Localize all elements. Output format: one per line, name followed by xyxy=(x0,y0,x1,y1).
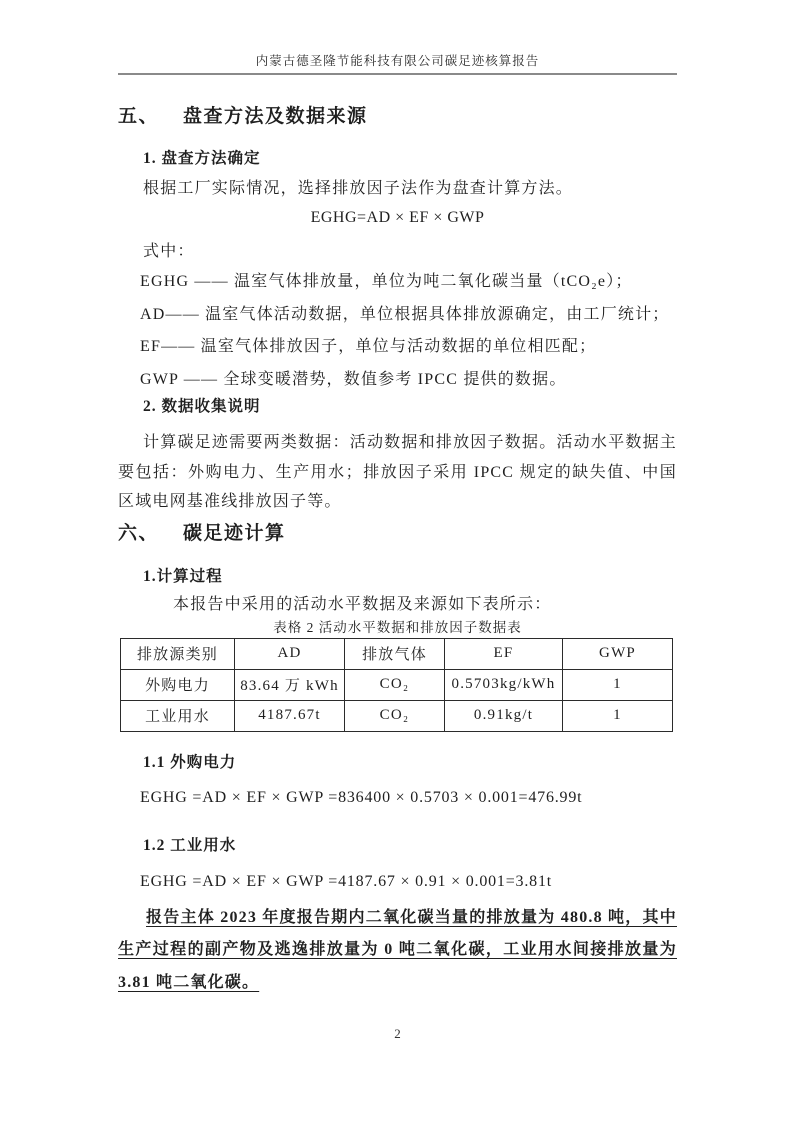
section-6-number: 六、 xyxy=(118,522,160,544)
subsection-data-collection-heading: 2. 数据收集说明 xyxy=(143,398,261,415)
table-header-ef: EF xyxy=(445,638,563,669)
definition-gwp: GWP —— 全球变暖潜势，数值参考 IPCC 提供的数据。 xyxy=(140,371,567,388)
conclusion-paragraph: 报告主体 2023 年度报告期内二氧化碳当量的排放量为 480.8 吨，其中生产过程的副产物及逃逸排放量为 0 吨二氧化碳，工业用水间接排放量为 3.81 吨二氧化碳。 xyxy=(118,908,677,991)
table-cell: 83.64 万 kWh xyxy=(235,669,345,700)
electricity-calculation: EGHG =AD × EF × GWP =836400 × 0.5703 × 0.001=476.99t xyxy=(140,788,583,806)
table-row-water xyxy=(121,700,673,731)
table-header-gwp: GWP xyxy=(563,638,673,669)
table-header-ad: AD xyxy=(235,638,345,669)
section-5-heading xyxy=(118,104,677,130)
section-6-heading xyxy=(118,521,677,547)
table-cell: 0.5703kg/kWh xyxy=(445,669,563,700)
header-divider-rule xyxy=(118,73,677,75)
table-cell: 外购电力 xyxy=(121,669,235,700)
table-row-electricity xyxy=(121,669,673,700)
table-cell: 4187.67t xyxy=(235,700,345,731)
water-calculation: EGHG =AD × EF × GWP =4187.67 × 0.91 × 0.001=3.81t xyxy=(140,872,552,890)
subsection-method-heading: 1. 盘查方法确定 xyxy=(143,150,261,167)
table-cell: 1 xyxy=(563,700,673,731)
table-header-row xyxy=(121,638,673,669)
report-header-title: 内蒙古德圣隆节能科技有限公司碳足迹核算报告 xyxy=(255,54,540,68)
subsection-process-heading: 1.计算过程 xyxy=(143,567,223,585)
table-cell: 0.91kg/t xyxy=(445,700,563,731)
section-5-title: 盘查方法及数据来源 xyxy=(183,106,368,127)
method-intro-paragraph: 根据工厂实际情况，选择排放因子法作为盘查计算方法。 xyxy=(143,180,574,197)
data-collection-paragraph: 计算碳足迹需要两类数据：活动数据和排放因子数据。活动水平数据主要包括：外购电力、生产用水；排放因子采用 IPCC 规定的缺失值、中国区域电网基准线排放因子等。 xyxy=(118,434,677,510)
ghg-formula: EGHG=AD × EF × GWP xyxy=(310,209,485,226)
subsection-water-heading: 1.2 工业用水 xyxy=(143,836,237,854)
definition-ef: EF—— 温室气体排放因子，单位与活动数据的单位相匹配； xyxy=(140,338,597,355)
section-5-number: 五、 xyxy=(118,106,160,127)
table-cell: CO₂ xyxy=(345,700,445,731)
table-cell: 工业用水 xyxy=(121,700,235,731)
table-intro-paragraph: 本报告中采用的活动水平数据及来源如下表所示： xyxy=(173,595,552,613)
table-cell: 1 xyxy=(563,669,673,700)
page-number: 2 xyxy=(394,1026,401,1041)
table-cell: CO₂ xyxy=(345,669,445,700)
activity-data-table xyxy=(120,638,673,732)
definition-ad: AD—— 温室气体活动数据，单位根据具体排放源确定，由工厂统计； xyxy=(140,306,670,323)
formula-where-label: 式中： xyxy=(143,243,195,260)
subsection-electricity-heading: 1.1 外购电力 xyxy=(143,753,237,771)
table-header-source: 排放源类别 xyxy=(121,638,235,669)
definition-eghg: EGHG —— 温室气体排放量，单位为吨二氧化碳当量（tCO₂e）； xyxy=(140,273,633,290)
table-header-gas: 排放气体 xyxy=(345,638,445,669)
table-caption: 表格 2 活动水平数据和排放因子数据表 xyxy=(273,619,522,635)
section-6-title: 碳足迹计算 xyxy=(183,522,286,544)
